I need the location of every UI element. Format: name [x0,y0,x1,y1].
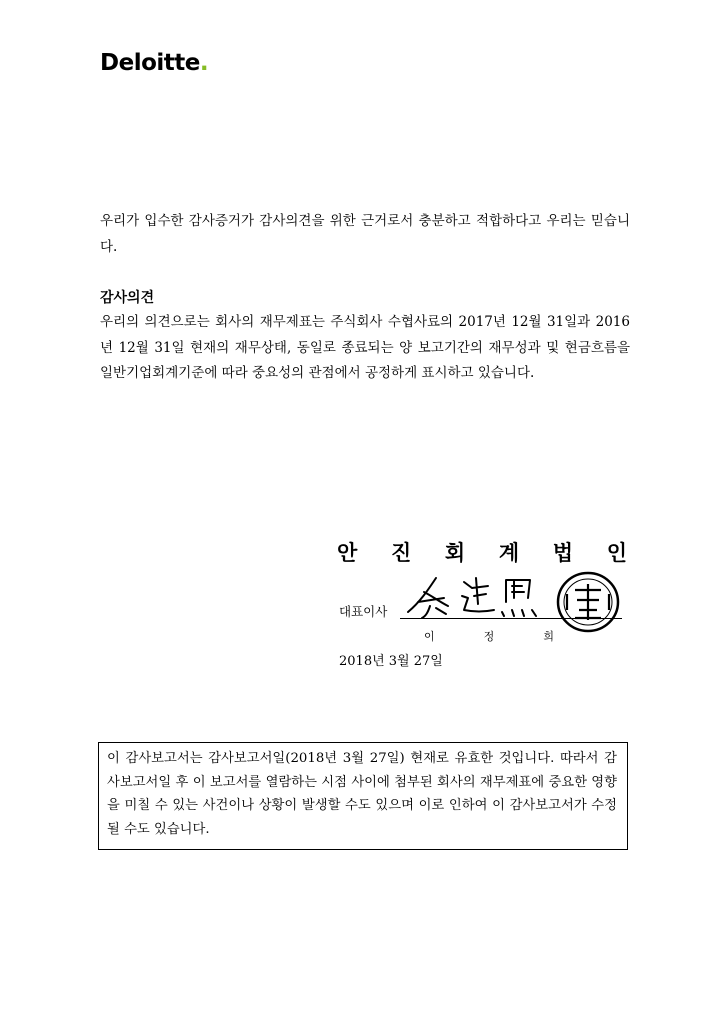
firm-char: 계 [498,540,520,565]
signature-line [400,618,622,619]
representative-label: 대표이사 [339,604,388,619]
handwritten-signature [402,568,562,620]
representative-name [424,628,554,644]
logo-dot: . [199,50,209,76]
firm-char: 법 [552,540,574,565]
firm-char: 진 [390,540,412,565]
firm-char: 회 [444,540,466,565]
logo-text: Deloitte [100,50,200,76]
name-char: 희 [543,630,554,643]
deloitte-logo [100,50,208,76]
firm-char: 인 [606,540,627,565]
opinion-heading: 감사의견 [100,290,155,306]
name-char: 이 [424,630,435,643]
basis-paragraph: 우리가 입수한 감사증거가 감사의견을 위한 근거로서 충분하고 적합하다고 우리는 믿습니다. [100,213,630,255]
validity-notice-box: 이 감사보고서는 감사보고서일(2018년 3월 27일) 현재로 유효한 것입니다. 따라서 감사보고서일 후 이 보고서를 열람하는 시점 사이에 첨부된 회사의 재무제표에 중요한 영향을 미칠 수 있는 사건이나 상황이 발생할 수도 있으며 이로 인하여 이 감사보고서가 수정될 수도 있습니다. [98,742,628,850]
firm-char: 안 [337,540,358,565]
corporate-seal-icon [555,570,621,634]
firm-name [337,537,627,567]
report-date: 2018년 3월 27일 [339,654,443,669]
opinion-paragraph: 우리의 의견으로는 회사의 재무제표는 주식회사 수협사료의 2017년 12월 31일과 2016년 12월 31일 현재의 재무상태, 동일로 종료되는 양 보고기간의 재무성과 및 현금흐름을 일반기업회계기준에 따라 중요성의 관점에서 공정하게 표시하고 있습니다. [100,314,630,381]
name-char: 정 [483,630,495,643]
